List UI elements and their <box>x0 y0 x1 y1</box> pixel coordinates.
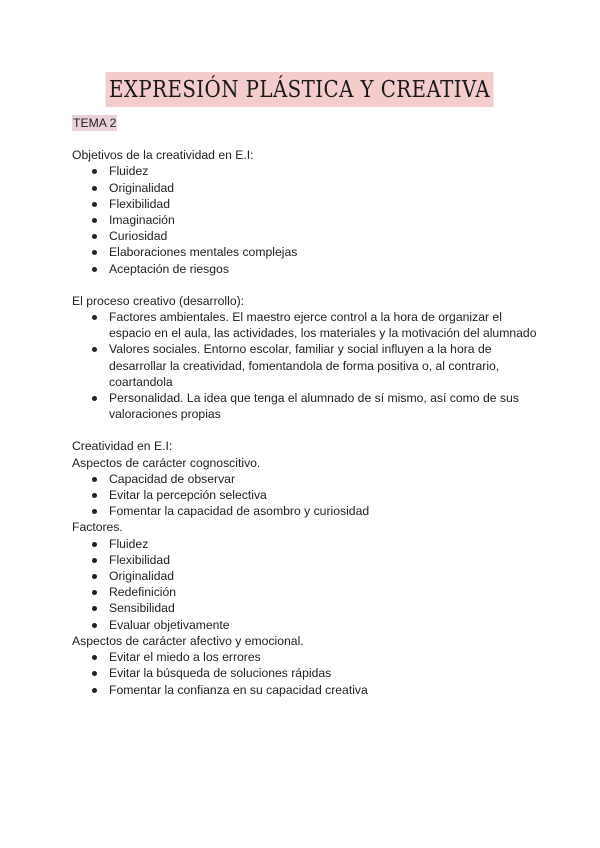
objetivos-heading: Objetivos de la creatividad en E.I: <box>72 148 254 163</box>
title-container <box>0 72 600 107</box>
spacer <box>72 422 542 438</box>
spacer <box>72 277 542 293</box>
afectivo-heading: Aspectos de carácter afectivo y emocional. <box>72 633 304 648</box>
list-item: Originalidad <box>109 180 542 196</box>
list-item: Flexibilidad <box>109 552 542 568</box>
tema-label: TEMA 2 <box>73 116 117 130</box>
list-item: Elaboraciones mentales complejas <box>109 244 542 260</box>
list-item: Evitar la percepción selectiva <box>109 487 542 503</box>
list-item: Originalidad <box>109 568 542 584</box>
objetivos-list <box>72 163 542 276</box>
list-item: Fluidez <box>109 163 542 179</box>
document-title: EXPRESIÓN PLÁSTICA Y CREATIVA <box>106 72 494 107</box>
list-item: Flexibilidad <box>109 196 542 212</box>
list-item: Curiosidad <box>109 228 542 244</box>
cognoscitivo-heading: Aspectos de carácter cognoscitivo. <box>72 455 261 470</box>
list-item: Imaginación <box>109 212 542 228</box>
factores-heading: Factores. <box>72 520 123 535</box>
list-item: Evitar la búsqueda de soluciones rápidas <box>109 665 542 681</box>
list-item: Fluidez <box>109 536 542 552</box>
list-item: Evaluar objetivamente <box>109 617 542 633</box>
list-item: Evitar el miedo a los errores <box>109 649 542 665</box>
afectivo-list <box>72 649 542 698</box>
list-item: Fomentar la capacidad de asombro y curiosidad <box>109 503 542 519</box>
proceso-heading: El proceso creativo (desarrollo): <box>72 293 245 308</box>
creatividad-heading: Creatividad en E.I: <box>72 439 173 454</box>
list-item: Fomentar la confianza en su capacidad creativa <box>109 682 542 698</box>
proceso-list <box>72 309 542 422</box>
factores-list <box>72 536 542 633</box>
list-item: Redefinición <box>109 584 542 600</box>
list-item: Aceptación de riesgos <box>109 261 542 277</box>
list-item: Sensibilidad <box>109 600 542 616</box>
list-item: Personalidad. La idea que tenga el alumnado de sí mismo, así como de sus valoraciones propias <box>109 390 542 422</box>
document-body <box>72 115 542 698</box>
cognoscitivo-list <box>72 471 542 520</box>
list-item: Capacidad de observar <box>109 471 542 487</box>
list-item: Factores ambientales. El maestro ejerce control a la hora de organizar el espacio en el aula, las actividades, los materiales y la motivación del alumnado <box>109 309 542 341</box>
list-item: Valores sociales. Entorno escolar, familiar y social influyen a la hora de desarrollar la creatividad, fomentandola de forma positiva o, al contrario, coartandola <box>109 341 542 390</box>
spacer <box>72 131 542 147</box>
